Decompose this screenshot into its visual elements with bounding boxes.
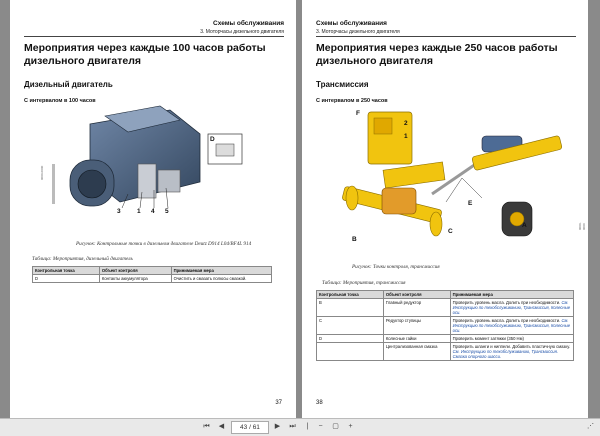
cell-object: Колесные гайки <box>383 335 450 343</box>
zoom-in-icon[interactable]: + <box>348 423 353 430</box>
last-page-button[interactable]: ⏭ <box>289 423 296 430</box>
cell-point: C <box>317 317 384 335</box>
label-b: B <box>352 236 357 243</box>
resize-grip-icon[interactable]: ⋰ <box>587 423 594 430</box>
callout-1: 1 <box>137 208 141 215</box>
table-row <box>317 299 574 317</box>
section-heading: Дизельный двигатель <box>24 80 113 89</box>
cell-object: Централизованная смазка <box>383 343 450 361</box>
header-subtitle: 3. Моторчасы дизельного двигателя <box>200 29 284 35</box>
cell-object: Контакты аккумулятора <box>99 275 171 283</box>
manual-link[interactable]: См. Инструкцию по техобслуживанию, Трансмиссия, Колесные оси. <box>452 318 571 333</box>
page-title: Мероприятия через каждые 100 часов работы дизельного двигателя <box>24 42 266 67</box>
col-header-action: Принимаемая мера <box>171 267 271 275</box>
header-title: Схемы обслуживания <box>316 20 387 27</box>
label-c: C <box>448 228 453 235</box>
label-e: E <box>468 200 473 207</box>
page-indicator[interactable]: 43 / 61 <box>231 421 269 434</box>
cell-action <box>450 343 573 361</box>
col-header-object: Объект контроля <box>99 267 171 275</box>
label-1: 1 <box>404 133 408 140</box>
cell-object: Главный редуктор <box>383 299 450 317</box>
cell-point: D <box>33 275 100 283</box>
callout-d: D <box>210 136 215 143</box>
maintenance-table <box>32 266 272 283</box>
viewer-toolbar <box>0 418 600 436</box>
cell-action <box>450 317 573 335</box>
callout-3: 3 <box>117 208 121 215</box>
col-header-point: Контрольная точка <box>317 291 384 299</box>
figure-id: 0000-0000 <box>578 222 586 230</box>
figure-caption: Рисунок: Точки контроля, трансмиссия <box>352 264 440 270</box>
cell-action <box>450 335 573 343</box>
table-row <box>33 275 272 283</box>
cell-point <box>317 343 384 361</box>
page-number: 37 <box>275 400 282 406</box>
cell-object: Редуктор ступицы <box>383 317 450 335</box>
header-title: Схемы обслуживания <box>213 20 284 27</box>
callout-5: 5 <box>165 208 169 215</box>
cell-point: D <box>317 335 384 343</box>
engine-illustration <box>50 104 250 232</box>
action-text: Проверить момент затяжки (350 Нм) <box>452 336 524 341</box>
zoom-out-icon[interactable]: − <box>318 423 323 430</box>
section-heading: Трансмиссия <box>316 80 369 89</box>
right-page <box>302 0 588 418</box>
label-f: F <box>356 110 360 117</box>
interval-heading: С интервалом в 250 часов <box>316 98 388 104</box>
first-page-button[interactable]: ⏮ <box>203 423 210 430</box>
action-text: Проверить уровень масла. Долить при необходимости. <box>452 318 561 323</box>
drivetrain-illustration <box>342 106 568 256</box>
table-caption: Таблица: Мероприятия, трансмиссия <box>322 280 406 286</box>
manual-link[interactable]: См. Инструкцию по техобслуживанию, Трансмиссия. Смазка опорного шасси. <box>452 349 559 359</box>
divider-icon: | <box>306 423 309 430</box>
cell-action: Очистить и смазать полюсы смазкой. <box>171 275 271 283</box>
next-page-button[interactable]: ▶ <box>274 423 281 430</box>
header-rule <box>24 36 284 37</box>
table-row <box>317 343 574 361</box>
maintenance-table <box>316 290 574 361</box>
col-header-object: Объект контроля <box>383 291 450 299</box>
page-title: Мероприятия через каждые 250 часов работы дизельного двигателя <box>316 42 558 67</box>
cell-action <box>450 299 573 317</box>
label-2: 2 <box>404 120 408 127</box>
figure-caption: Рисунок: Контрольные точки в дизельном двигателе Deutz D914 L04/BF4L 914 <box>76 241 252 247</box>
callout-4: 4 <box>151 208 155 215</box>
prev-page-button[interactable]: ◀ <box>218 423 225 430</box>
col-header-action: Принимаемая мера <box>450 291 573 299</box>
header-subtitle: 3. Моторчасы дизельного двигателя <box>316 29 400 35</box>
table-row <box>317 335 574 343</box>
table-caption: Таблица: Мероприятия, дизельный двигатель <box>32 256 133 262</box>
left-page <box>10 0 296 418</box>
action-text: Проверить шланги и ниппели. Добавить пластичную смазку. <box>452 344 571 349</box>
action-text: Проверить уровень масла. Долить при необходимости. <box>452 300 561 305</box>
label-a: A <box>522 222 527 229</box>
header-rule <box>316 36 576 37</box>
manual-link[interactable]: См. Инструкцию по техобслуживанию, Трансмиссия, Колесные оси. <box>452 300 571 315</box>
figure-id: 0000-0000 <box>40 165 44 180</box>
page-number: 38 <box>316 400 323 406</box>
interval-heading: С интервалом в 100 часов <box>24 98 96 104</box>
fit-page-icon[interactable]: ▢ <box>332 423 339 430</box>
table-row <box>317 317 574 335</box>
cell-point: B <box>317 299 384 317</box>
col-header-point: Контрольная точка <box>33 267 100 275</box>
